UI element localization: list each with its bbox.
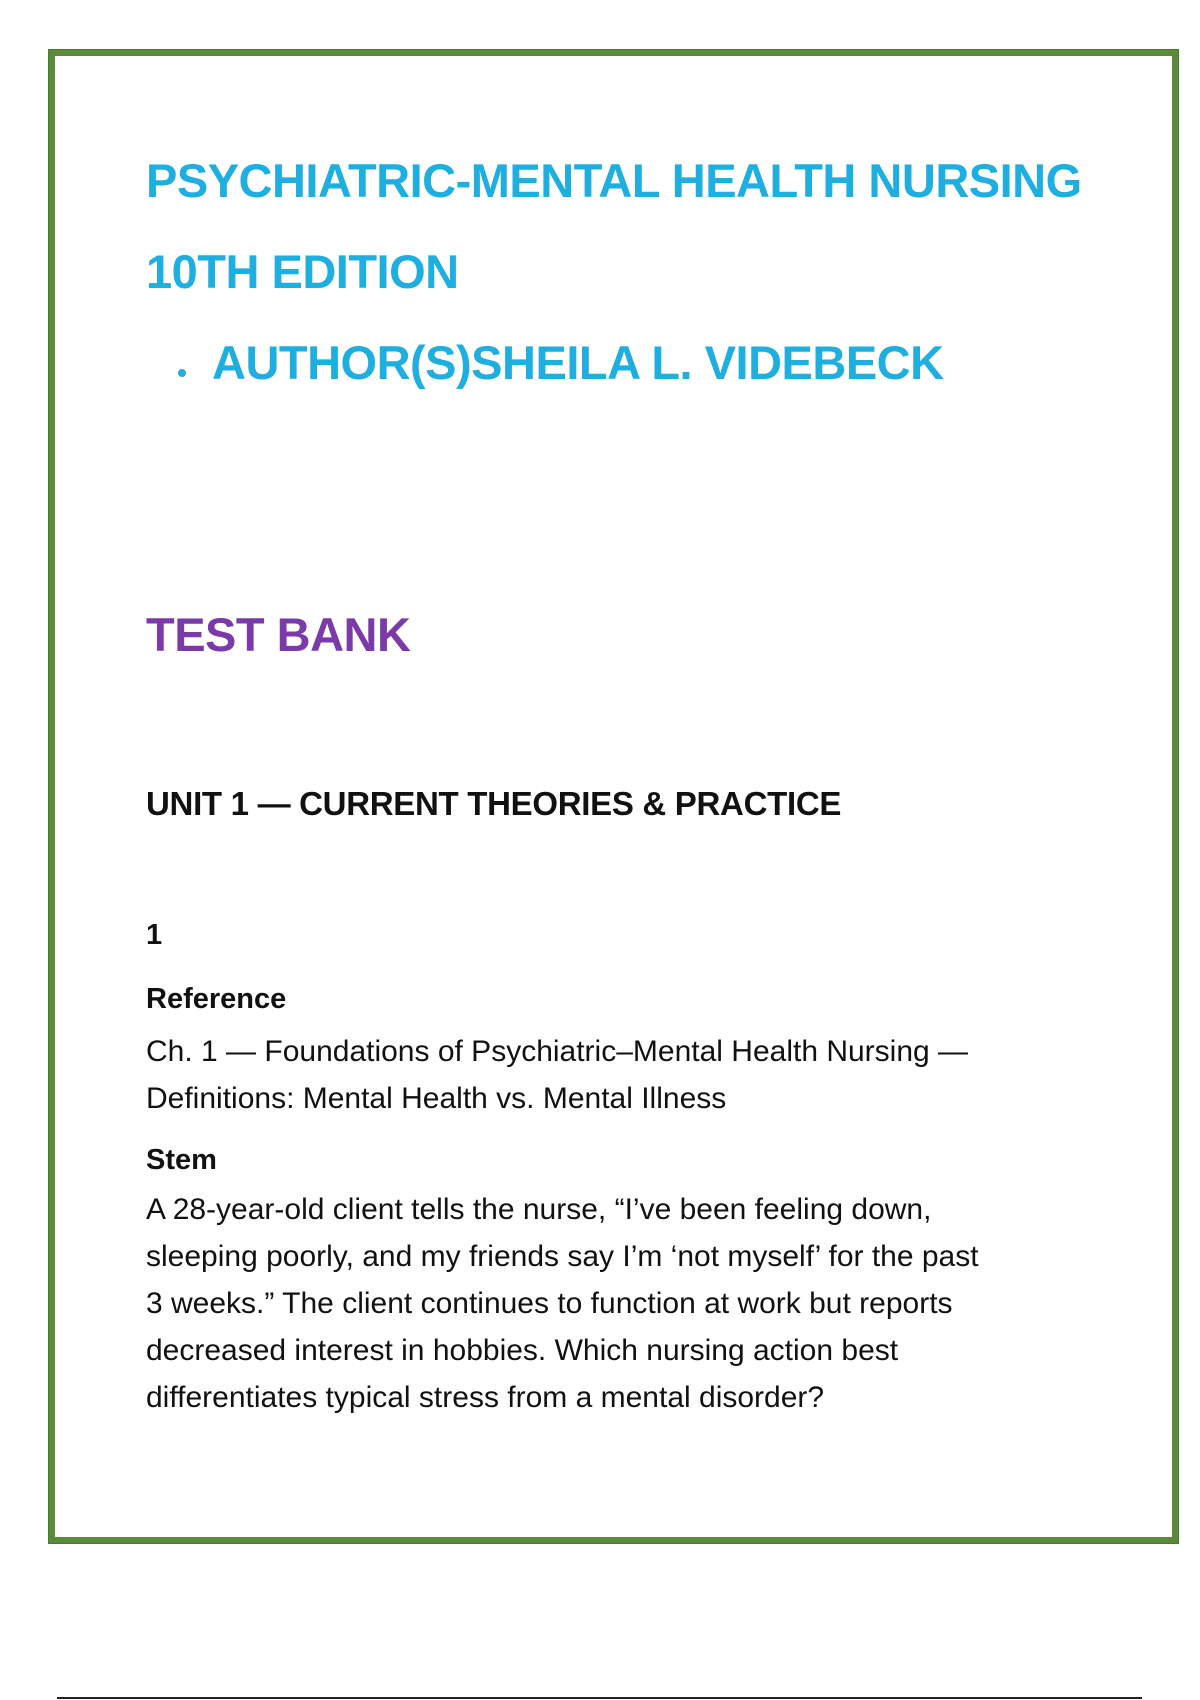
reference-line: Ch. 1 — Foundations of Psychiatric–Mental Health Nursing — [146, 1035, 969, 1068]
stem-label: Stem [146, 1144, 217, 1176]
author-line [178, 335, 944, 390]
stem-line: differentiates typical stress from a mental disorder? [146, 1381, 825, 1414]
stem-line: A 28-year-old client tells the nurse, “I’ve been feeling down, [146, 1193, 932, 1226]
test-bank-heading: TEST BANK [146, 608, 411, 661]
book-title-line-1: PSYCHIATRIC-MENTAL HEALTH NURSING [146, 154, 1082, 207]
reference-text [146, 1028, 1096, 1122]
bullet-icon [178, 369, 186, 377]
stem-line: 3 weeks.” The client continues to function at work but reports [146, 1287, 953, 1320]
reference-line: Definitions: Mental Health vs. Mental Illness [146, 1082, 727, 1115]
stem-line: sleeping poorly, and my friends say I’m ‘not myself’ for the past [146, 1240, 979, 1273]
author-text: AUTHOR(S)SHEILA L. VIDEBECK [212, 336, 944, 389]
stem-text [146, 1186, 1096, 1421]
reference-label: Reference [146, 983, 287, 1015]
question-number: 1 [146, 919, 163, 951]
bottom-divider [57, 1697, 1142, 1699]
unit-heading: UNIT 1 — CURRENT THEORIES & PRACTICE [146, 785, 842, 822]
stem-line: decreased interest in hobbies. Which nursing action best [146, 1334, 899, 1367]
book-edition: 10TH EDITION [146, 245, 459, 298]
